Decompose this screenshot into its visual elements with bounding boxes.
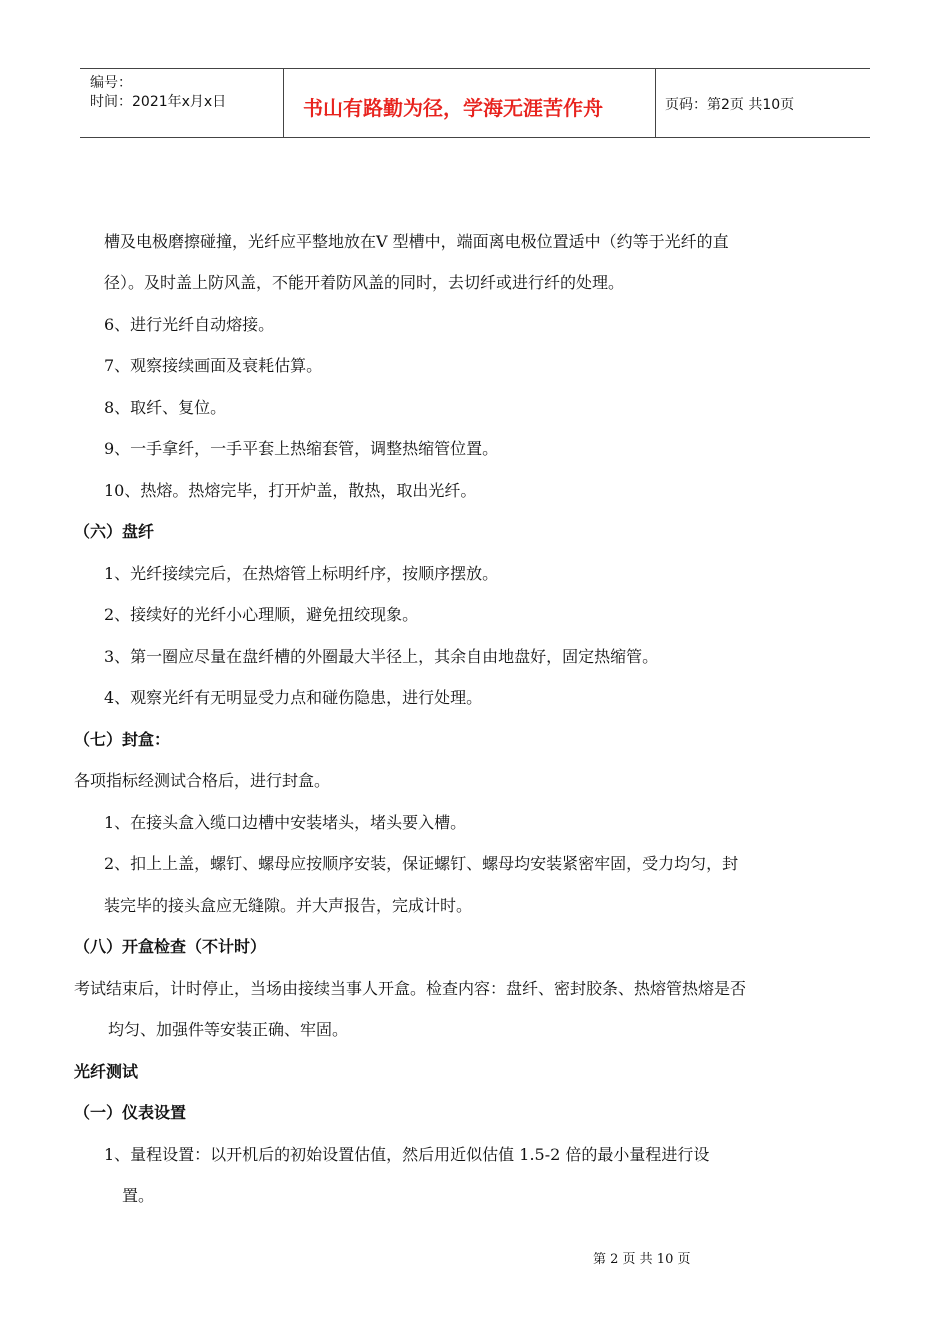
section-heading: （八）开盒检查（不计时）: [74, 937, 267, 956]
header-meta-cell: [80, 69, 284, 137]
header-number-label: 编号：: [90, 75, 132, 91]
list-item: 8、取纤、复位。: [104, 398, 227, 417]
section-heading: （一）仪表设置: [74, 1103, 187, 1122]
body-line: 考试结束后，计时停止，当场由接续当事人开盒。检查内容：盘纤、密封胶条、热熔管热熔是否: [74, 979, 747, 998]
list-item: 1、在接头盒入缆口边槽中安装堵头，堵头要入槽。: [104, 813, 467, 832]
list-item: 1、量程设置：以开机后的初始设置估值，然后用近似估值 1.5-2 倍的最小量程进行设: [104, 1145, 710, 1164]
section-heading: 光纤测试: [74, 1062, 139, 1081]
body-line: 均匀、加强件等安装正确、牢固。: [108, 1020, 349, 1039]
list-item: 2、接续好的光纤小心理顺，避免扭绞现象。: [104, 605, 419, 624]
list-item: 2、扣上上盖，螺钉、螺母应按顺序安装，保证螺钉、螺母均安装紧密牢固，受力均匀，封: [104, 854, 739, 873]
body-line: 置。: [122, 1186, 155, 1205]
section-heading: （七）封盒：: [74, 730, 171, 749]
body-line: 径）。及时盖上防风盖，不能开着防风盖的同时，去切纤或进行纤的处理。: [104, 273, 625, 292]
header-page-info: 页码：第2页 共10页: [665, 97, 795, 113]
section-heading: （六）盘纤: [74, 522, 155, 541]
list-item: 6、进行光纤自动熔接。: [104, 315, 275, 334]
body-line: 各项指标经测试合格后，进行封盒。: [74, 771, 331, 790]
list-item: 10、热熔。热熔完毕，打开炉盖，散热，取出光纤。: [104, 481, 477, 500]
header-time-label: 时间：2021年x月x日: [90, 94, 227, 110]
page-header: [80, 68, 870, 138]
list-item: 7、观察接续画面及衰耗估算。: [104, 356, 323, 375]
list-item: 4、观察光纤有无明显受力点和碰伤隐患，进行处理。: [104, 688, 483, 707]
header-page-cell: [655, 69, 870, 137]
list-item: 3、第一圈应尽量在盘纤槽的外圈最大半径上，其余自由地盘好，固定热缩管。: [104, 647, 659, 666]
header-motto: 书山有路勤为径，学海无涯苦作舟: [303, 96, 603, 120]
body-line: 槽及电极磨擦碰撞，光纤应平整地放在V 型槽中，端面离电极位置适中（约等于光纤的直: [104, 232, 729, 251]
page-footer: 第 2 页 共 10 页: [593, 1252, 691, 1267]
body-line: 装完毕的接头盒应无缝隙。并大声报告，完成计时。: [104, 896, 473, 915]
header-motto-cell: [283, 69, 656, 137]
list-item: 1、光纤接续完后，在热熔管上标明纤序，按顺序摆放。: [104, 564, 499, 583]
list-item: 9、一手拿纤，一手平套上热缩套管，调整热缩管位置。: [104, 439, 499, 458]
